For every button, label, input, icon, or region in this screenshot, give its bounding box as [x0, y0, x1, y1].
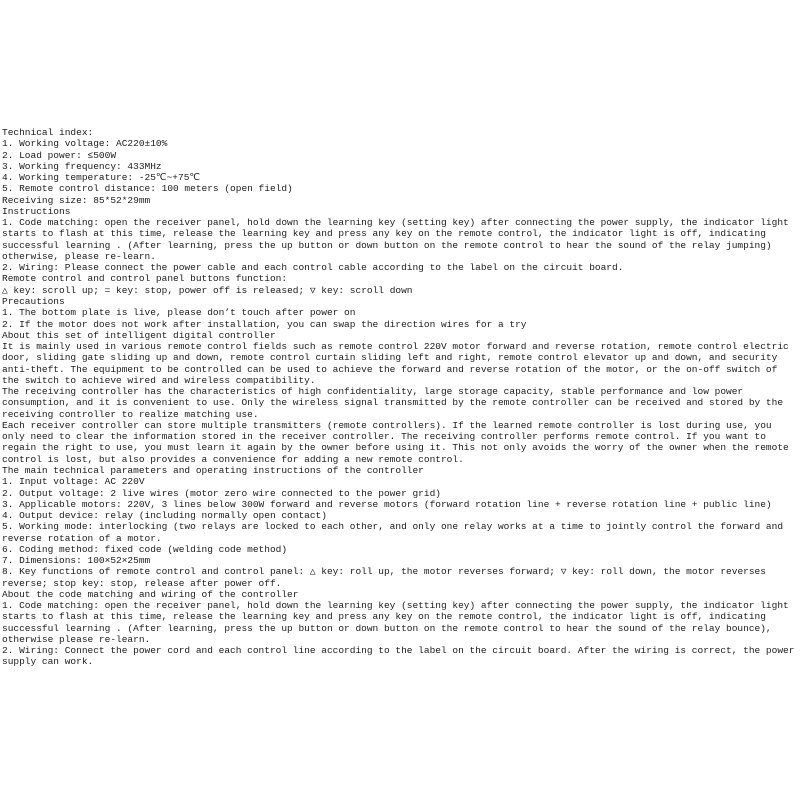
doc-line: 1. Input voltage: AC 220V	[2, 476, 145, 488]
section-heading: The main technical parameters and operating instructions of the controller	[2, 464, 424, 476]
doc-line: 4. Output device: relay (including normally open contact)	[2, 510, 327, 522]
doc-line: Each receiver controller can store multiple transmitters (remote controllers). If the learned remote controller is lost during use, you only need to clear the information stored in the receiver controller. The receiving controller performs remote control. If you want to regain the right to use, you must learn it again by the owner before using it. This not only avoids the worry of the owner when the remote control is lost, but also provides a convenience for adding a new remote control.	[2, 419, 795, 465]
section-heading: About the code matching and wiring of the controller	[2, 588, 299, 600]
doc-line: 5. Remote control distance: 100 meters (open field)	[2, 183, 293, 195]
doc-line: 1. Working voltage: AC220±10%	[2, 138, 168, 150]
doc-line: 8. Key functions of remote control and control panel: △ key: roll up, the motor reverses forward; ▽ key: roll down, the motor reverses reverse; stop key: stop, release after power off.	[2, 566, 772, 589]
section-heading: Instructions	[2, 205, 71, 217]
doc-line: 1. Code matching: open the receiver panel, hold down the learning key (setting key) after connecting the power supply, the indicator light starts to flash at this time, release the learning key and press any key on the remote control, the indicator light is off, indicating successful learning . (After learning, press the up button or down button on the remote control to hear the sound of the relay bounce), otherwise please re-learn.	[2, 600, 795, 645]
doc-line: Receiving size: 85*52*29mm	[2, 194, 151, 206]
doc-line: 4. Working temperature: -25℃~+75℃	[2, 172, 201, 184]
doc-line: 5. Working mode: interlocking (two relays are locked to each other, and only one relay works at a time to jointly control the forward and reverse rotation of a motor.	[2, 521, 789, 544]
doc-line: 1. Code matching: open the receiver panel, hold down the learning key (setting key) after connecting the power supply, the indicator light starts to flash at this time, release the learning key and press any key on the remote control, the indicator light is off, indicating successful learning . (After learning, press the up button or down button on the remote control to hear the sound of the relay jumping) otherwise, please re-learn.	[2, 217, 795, 262]
section-heading: Precautions	[2, 295, 65, 307]
doc-line: 2. Output voltage: 2 live wires (motor zero wire connected to the power grid)	[2, 487, 441, 499]
section-heading: Remote control and control panel buttons function:	[2, 273, 288, 285]
doc-line: 3. Working frequency: 433MHz	[2, 160, 162, 172]
section-heading: Technical index:	[2, 127, 94, 138]
section-heading: About this set of intelligent digital controller	[2, 329, 276, 341]
doc-line: 6. Coding method: fixed code (welding code method)	[2, 543, 288, 555]
doc-line: The receiving controller has the characteristics of high confidentiality, large storage capacity, stable performance and low power consumption, and it is convenient to use. Only the wireless signal transmitted by the remote controller can be received and stored by the receiving controller to realize matching use.	[2, 386, 789, 420]
doc-line: 2. If the motor does not work after installation, you can swap the direction wires for a try	[2, 318, 527, 330]
doc-line: 2. Wiring: Please connect the power cable and each control cable according to the label on the circuit board.	[2, 262, 624, 274]
doc-line: 3. Applicable motors: 220V, 3 lines below 300W forward and reverse motors (forward rotation line + reverse rotation line + public line)	[2, 498, 772, 510]
doc-line: △ key: scroll up; = key: stop, power off is released; ▽ key: scroll down	[2, 284, 413, 296]
doc-line: 1. The bottom plate is live, please don’t touch after power on	[2, 307, 356, 319]
doc-line: 2. Load power: ≤500W	[2, 149, 117, 161]
instruction-text-block	[2, 127, 798, 668]
doc-line: It is mainly used in various remote control fields such as remote control 220V motor forward and reverse rotation, remote control electric door, sliding gate sliding up and down, remote control curtain sliding left and right, remote control elevator up and down, and security anti-theft. The equipment to be controlled can be used to achieve the forward and reverse rotation of the motor, or the on-off switch of the switch to achieve wired and wireless compatibility.	[2, 341, 795, 386]
doc-line: 2. Wiring: Connect the power cord and each control line according to the label on the circuit board. After the wiring is correct, the power supply can work.	[2, 645, 800, 668]
doc-line: 7. Dimensions: 100×52×25mm	[2, 555, 151, 567]
